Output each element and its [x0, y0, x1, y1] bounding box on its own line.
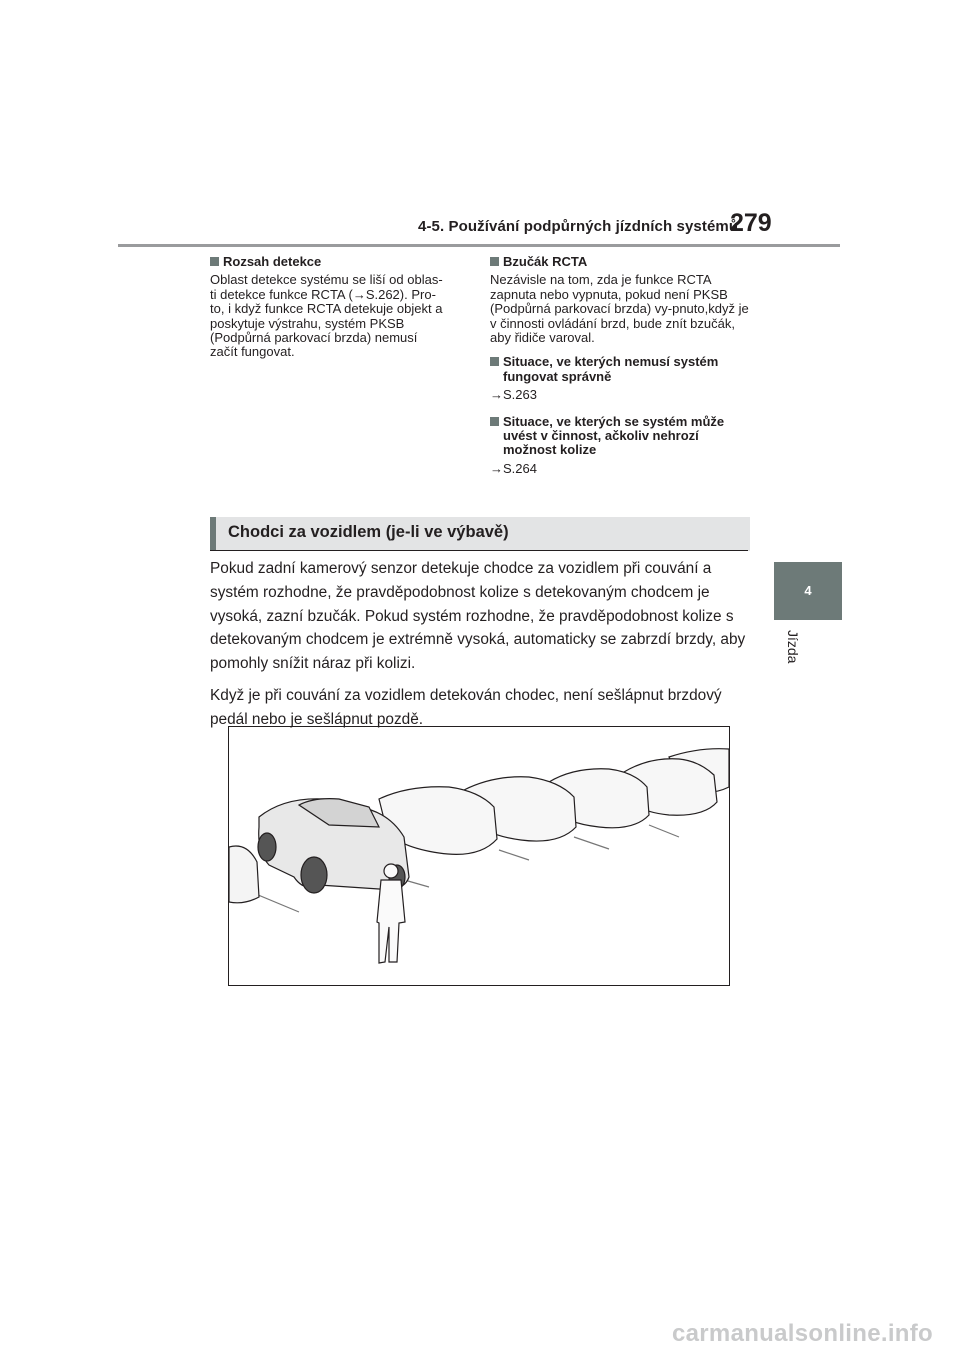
chapter-label: Jízda — [785, 630, 801, 664]
heading-detection-range: Rozsah detekce — [210, 255, 448, 269]
parking-lot-illustration — [229, 727, 729, 985]
heading-false-activation-situations: Situace, ve kterých se systém může uvést v činnost, ačkoliv nehrozí možnost kolize — [490, 415, 750, 458]
section-title: Chodci za vozidlem (je-li ve výbavě) — [228, 523, 509, 541]
chapter-tab: 4 — [774, 562, 842, 620]
body-paragraph-1: Pokud zadní kamerový senzor detekuje chodce za vozidlem při couvání a systém rozhodne, že pravděpodobnost kolize s detekovaným chodcem je vysoká, zazní bzučák. Pokud systém rozhodne, že pravděpodobnost kolize s detekovaným chodcem je extrémně vysoká, automaticky se zabrzdí brzdy, aby pomohly snížit náraz při kolizi. — [210, 560, 746, 673]
page-reference-263[interactable]: →S.263 — [490, 387, 537, 403]
right-column — [490, 255, 750, 488]
detection-range-text: Oblast detekce systému se liší od oblas-ti detekce funkce RCTA (→S.262). Pro-to, i když funkce RCTA detekuje objekt a poskytuje výstrahu, systém PKSB (Podpůrná parkovací brzda) nemusí začít fungovat. — [210, 272, 443, 360]
body-paragraph-2: Když je při couvání za vozidlem detekován chodec, není sešlápnut brzdový pedál nebo je sešlápnut pozdě. — [210, 686, 722, 728]
section-title-bar — [210, 517, 750, 551]
section-body — [210, 557, 750, 740]
page-reference-264[interactable]: →S.264 — [490, 460, 537, 476]
section-divider — [210, 550, 748, 551]
header-divider — [118, 244, 840, 247]
section-header-title: 4-5. Používání podpůrných jízdních systémů — [418, 218, 739, 235]
illustration-pedestrian-behind-vehicle — [228, 726, 730, 986]
rcta-buzzer-text: Nezávisle na tom, zda je funkce RCTA zapnuta nebo vypnuta, pokud není PKSB (Podpůrná parkovací brzda) vy-pnuto,když je v činnosti ovládání brzd, bude znít bzučák, aby řidiče varoval. — [490, 272, 749, 346]
page-number: 279 — [730, 209, 772, 237]
left-column — [210, 255, 448, 370]
heading-rcta-buzzer: Bzučák RCTA — [490, 255, 750, 269]
watermark: carmanualsonline.info — [672, 1320, 934, 1347]
heading-malfunction-situations: Situace, ve kterých nemusí systém fungovat správně — [490, 355, 750, 384]
